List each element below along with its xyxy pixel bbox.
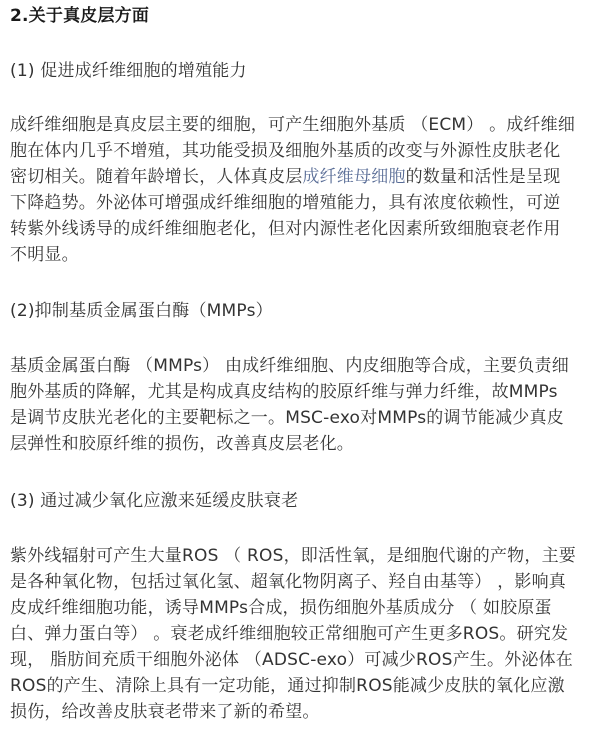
section-2-line-3: 是调节皮肤光老化的主要靶标之一。MSC-exo对MMPs的调节能减少真皮 xyxy=(10,408,564,428)
section-3-line-7: 损伤，给改善皮肤衰老带来了新的希望。 xyxy=(10,702,320,722)
section-1-line-1: 成纤维细胞是真皮层主要的细胞，可产生细胞外基质 （ECM） 。成纤维细 xyxy=(10,115,576,135)
section-3-line-5: 现， 脂肪间充质干细胞外泌体 （ADSC-exo）可减少ROS产生。外泌体在 xyxy=(10,650,574,670)
section-1-line-6: 不明显。 xyxy=(10,245,79,265)
section-1-line-3-after: 的数量和活性是呈现 xyxy=(405,167,561,187)
fibroblast-keyword-link[interactable]: 成纤维母细胞 xyxy=(302,167,406,187)
section-2-title: (2)抑制基质金属蛋白酶（MMPs） xyxy=(10,301,273,321)
section-1-line-3 xyxy=(10,163,560,191)
section-3-line-2: 是各种氧化物，包括过氧化氢、超氧化物阴离子、羟自由基等） ，影响真 xyxy=(10,572,567,592)
section-3-line-1: 紫外线辐射可产生大量ROS （ ROS，即活性氧，是细胞代谢的产物，主要 xyxy=(10,546,576,566)
article-heading: 2.关于真皮层方面 xyxy=(10,6,150,26)
section-1-title: (1) 促进成纤维细胞的增殖能力 xyxy=(10,61,247,81)
section-3-line-4: 白、弹力蛋白等） 。衰老成纤维细胞较正常细胞可产生更多ROS。研究发 xyxy=(10,624,569,644)
section-3-line-6: ROS的产生、清除上具有一定功能，通过抑制ROS能减少皮肤的氧化应激 xyxy=(10,676,565,696)
section-1-line-4: 下降趋势。外泌体可增强成纤维细胞的增殖能力，具有浓度依赖性，可逆 xyxy=(10,193,561,213)
section-2-line-1: 基质金属蛋白酶 （MMPs） 由成纤维细胞、内皮细胞等合成，主要负责细 xyxy=(10,356,569,376)
section-3-line-3: 皮成纤维细胞功能，诱导MMPs合成，损伤细胞外基质成分 （ 如胶原蛋 xyxy=(10,598,552,618)
section-1-line-2: 胞在体内几乎不增殖，其功能受损及细胞外基质的改变与外源性皮肤老化 xyxy=(10,141,561,161)
section-1-line-5: 转紫外线诱导的成纤维细胞老化，但对内源性老化因素所致细胞衰老作用 xyxy=(10,219,561,239)
section-3-title: (3) 通过减少氧化应激来延缓皮肤衰老 xyxy=(10,491,299,511)
section-2-line-4: 层弹性和胶原纤维的损伤，改善真皮层老化。 xyxy=(10,434,354,454)
section-1-line-3-before: 密切相关。随着年龄增长，人体真皮层 xyxy=(10,167,303,187)
section-2-line-2: 胞外基质的降解，尤其是构成真皮结构的胶原纤维与弹力纤维，故MMPs xyxy=(10,382,558,402)
